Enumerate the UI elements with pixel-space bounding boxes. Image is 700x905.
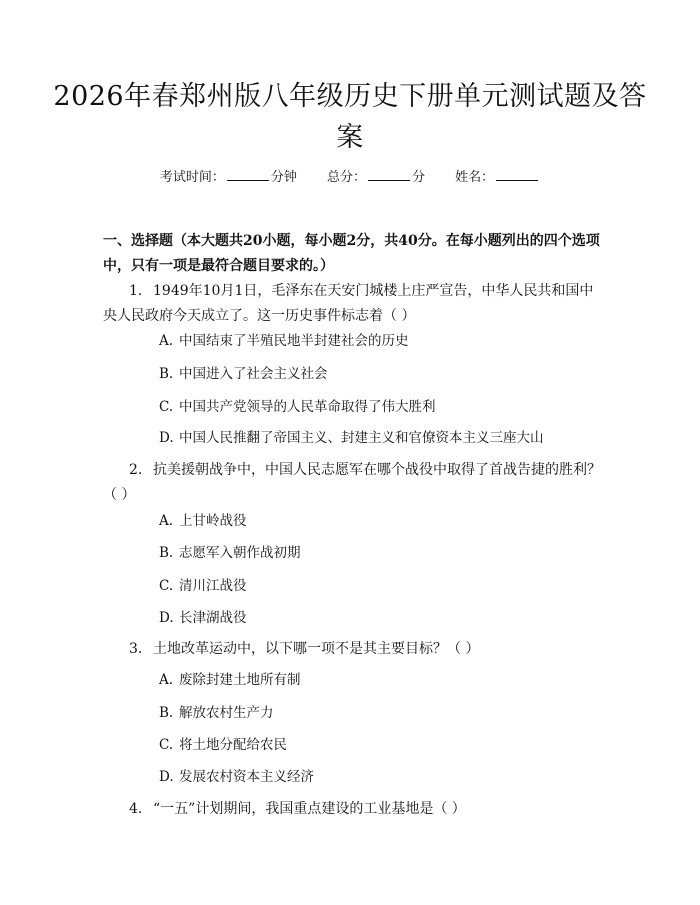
score-unit: 分 xyxy=(412,170,426,185)
option-letter: B. xyxy=(159,366,174,382)
exam-time xyxy=(160,168,297,188)
option-letter: C. xyxy=(159,737,174,753)
option-text: 中国人民推翻了帝国主义、封建主义和官僚资本主义三座大山 xyxy=(179,430,544,446)
option-text: 清川江战役 xyxy=(179,578,247,594)
time-blank xyxy=(227,168,269,181)
option-text: 志愿军入朝作战初期 xyxy=(179,545,301,561)
page-title: 2026年春郑州版八年级历史下册单元测试题及答案 xyxy=(53,81,647,153)
question-1-option-c[interactable] xyxy=(159,397,602,417)
option-letter: D. xyxy=(159,769,174,785)
question-2 xyxy=(103,458,602,508)
question-2-option-d[interactable] xyxy=(159,608,602,628)
option-letter: A. xyxy=(159,672,174,688)
question-number: 2. xyxy=(129,462,143,478)
option-text: 将土地分配给农民 xyxy=(179,737,287,753)
option-letter: B. xyxy=(159,705,174,721)
exam-score xyxy=(327,168,425,188)
section-heading: 一、选择题（本大题共20小题，每小题2分，共40分。在每小题列出的四个选项中，只有一项是最符合题目要求的。） xyxy=(103,233,600,274)
question-text: 抗美援朝战争中，中国人民志愿军在哪个战役中取得了首战告捷的胜利？（ ） xyxy=(103,462,601,503)
question-3-option-c[interactable] xyxy=(159,735,602,755)
exam-meta xyxy=(0,168,700,188)
option-letter: B. xyxy=(159,545,174,561)
question-text: 土地改革运动中，以下哪一项不是其主要目标？（ ） xyxy=(153,641,480,657)
option-text: 中国共产党领导的人民革命取得了伟大胜利 xyxy=(179,399,436,415)
option-letter: A. xyxy=(159,513,174,529)
question-text: 1949年10月1日，毛泽东在天安门城楼上庄严宣告，中华人民共和国中央人民政府今天成立了。这一历史事件标志着（ ） xyxy=(103,283,594,324)
option-letter: D. xyxy=(159,610,174,626)
question-text: “一五”计划期间，我国重点建设的工业基地是（ ） xyxy=(153,801,466,817)
option-text: 上甘岭战役 xyxy=(179,513,247,529)
question-1 xyxy=(103,279,602,329)
option-letter: C. xyxy=(159,399,174,415)
score-blank xyxy=(368,168,410,181)
question-2-option-b[interactable] xyxy=(159,543,602,563)
option-letter: D. xyxy=(159,430,174,446)
question-2-option-a[interactable] xyxy=(159,511,602,531)
question-1-option-d[interactable] xyxy=(159,428,602,448)
question-number: 1. xyxy=(129,283,143,299)
question-3-option-b[interactable] xyxy=(159,703,602,723)
score-label: 总分： xyxy=(326,170,366,185)
question-1-option-b[interactable] xyxy=(159,364,602,384)
option-letter: A. xyxy=(159,333,174,349)
question-3-option-d[interactable] xyxy=(159,767,602,787)
exam-name xyxy=(455,168,540,188)
name-label: 姓名： xyxy=(455,170,495,185)
option-text: 解放农村生产力 xyxy=(179,705,274,721)
question-2-option-c[interactable] xyxy=(159,576,602,596)
question-4 xyxy=(103,797,602,822)
question-3 xyxy=(103,637,602,662)
question-3-option-a[interactable] xyxy=(159,670,602,690)
question-number: 4. xyxy=(129,801,143,817)
option-text: 中国进入了社会主义社会 xyxy=(179,366,328,382)
option-text: 发展农村资本主义经济 xyxy=(179,769,314,785)
time-unit: 分钟 xyxy=(270,170,297,185)
option-text: 废除封建土地所有制 xyxy=(179,672,301,688)
option-text: 长津湖战役 xyxy=(179,610,247,626)
question-1-option-a[interactable] xyxy=(159,331,602,351)
option-letter: C. xyxy=(159,578,174,594)
time-label: 考试时间： xyxy=(159,170,225,185)
name-blank xyxy=(496,168,538,181)
option-text: 中国结束了半殖民地半封建社会的历史 xyxy=(179,333,409,349)
question-number: 3. xyxy=(129,641,143,657)
